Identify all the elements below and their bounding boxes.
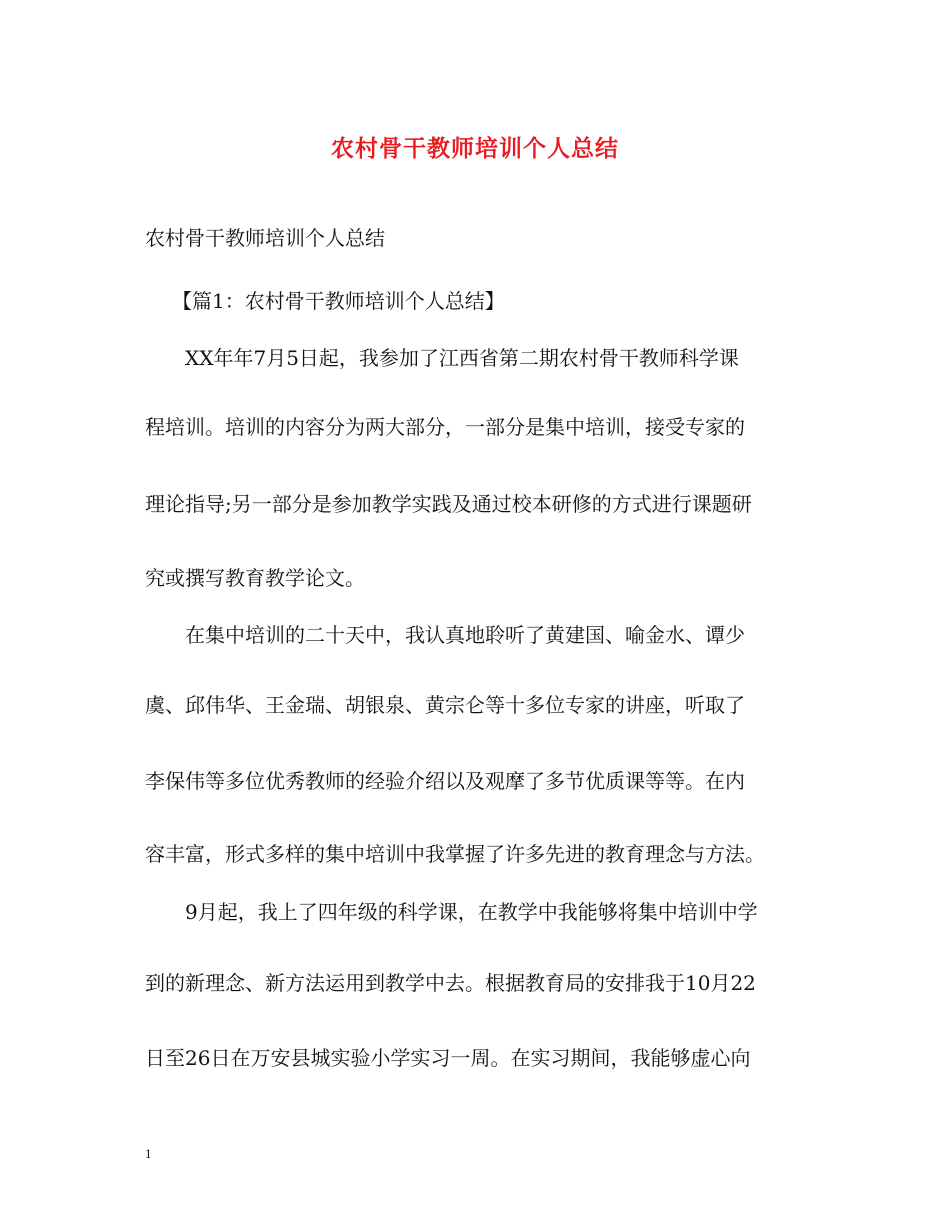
- document-subtitle: 农村骨干教师培训个人总结: [145, 226, 385, 250]
- paragraph-line: 李保伟等多位优秀教师的经验介绍以及观摩了多节优质课等等。在内: [145, 769, 745, 793]
- paragraph-line: 容丰富，形式多样的集中培训中我掌握了许多先进的教育理念与方法。: [145, 842, 765, 866]
- paragraph-line: 虞、邱伟华、王金瑞、胡银泉、黄宗仑等十多位专家的讲座，听取了: [145, 693, 745, 717]
- paragraph-line: 在集中培训的二十天中，我认真地聆听了黄建国、喻金水、谭少: [185, 623, 745, 647]
- paragraph-line: 究或撰写教育教学论文。: [145, 566, 365, 590]
- paragraph-line: 到的新理念、新方法运用到教学中去。根据教育局的安排我于10月22: [145, 971, 756, 995]
- section-heading: 【篇1：农村骨干教师培训个人总结】: [172, 289, 505, 313]
- paragraph-line: 理论指导;另一部分是参加教学实践及通过校本研修的方式进行课题研: [145, 492, 752, 516]
- paragraph-line: 程培训。培训的内容分为两大部分，一部分是集中培训，接受专家的: [145, 415, 745, 439]
- paragraph-line: XX年年7月5日起，我参加了江西省第二期农村骨干教师科学课: [185, 346, 739, 370]
- document-title: 农村骨干教师培训个人总结: [331, 135, 619, 162]
- paragraph-line: 9月起，我上了四年级的科学课，在教学中我能够将集中培训中学: [185, 900, 758, 924]
- page-number: 1: [145, 1146, 152, 1161]
- paragraph-line: 日至26日在万安县城实验小学实习一周。在实习期间，我能够虚心向: [145, 1046, 751, 1070]
